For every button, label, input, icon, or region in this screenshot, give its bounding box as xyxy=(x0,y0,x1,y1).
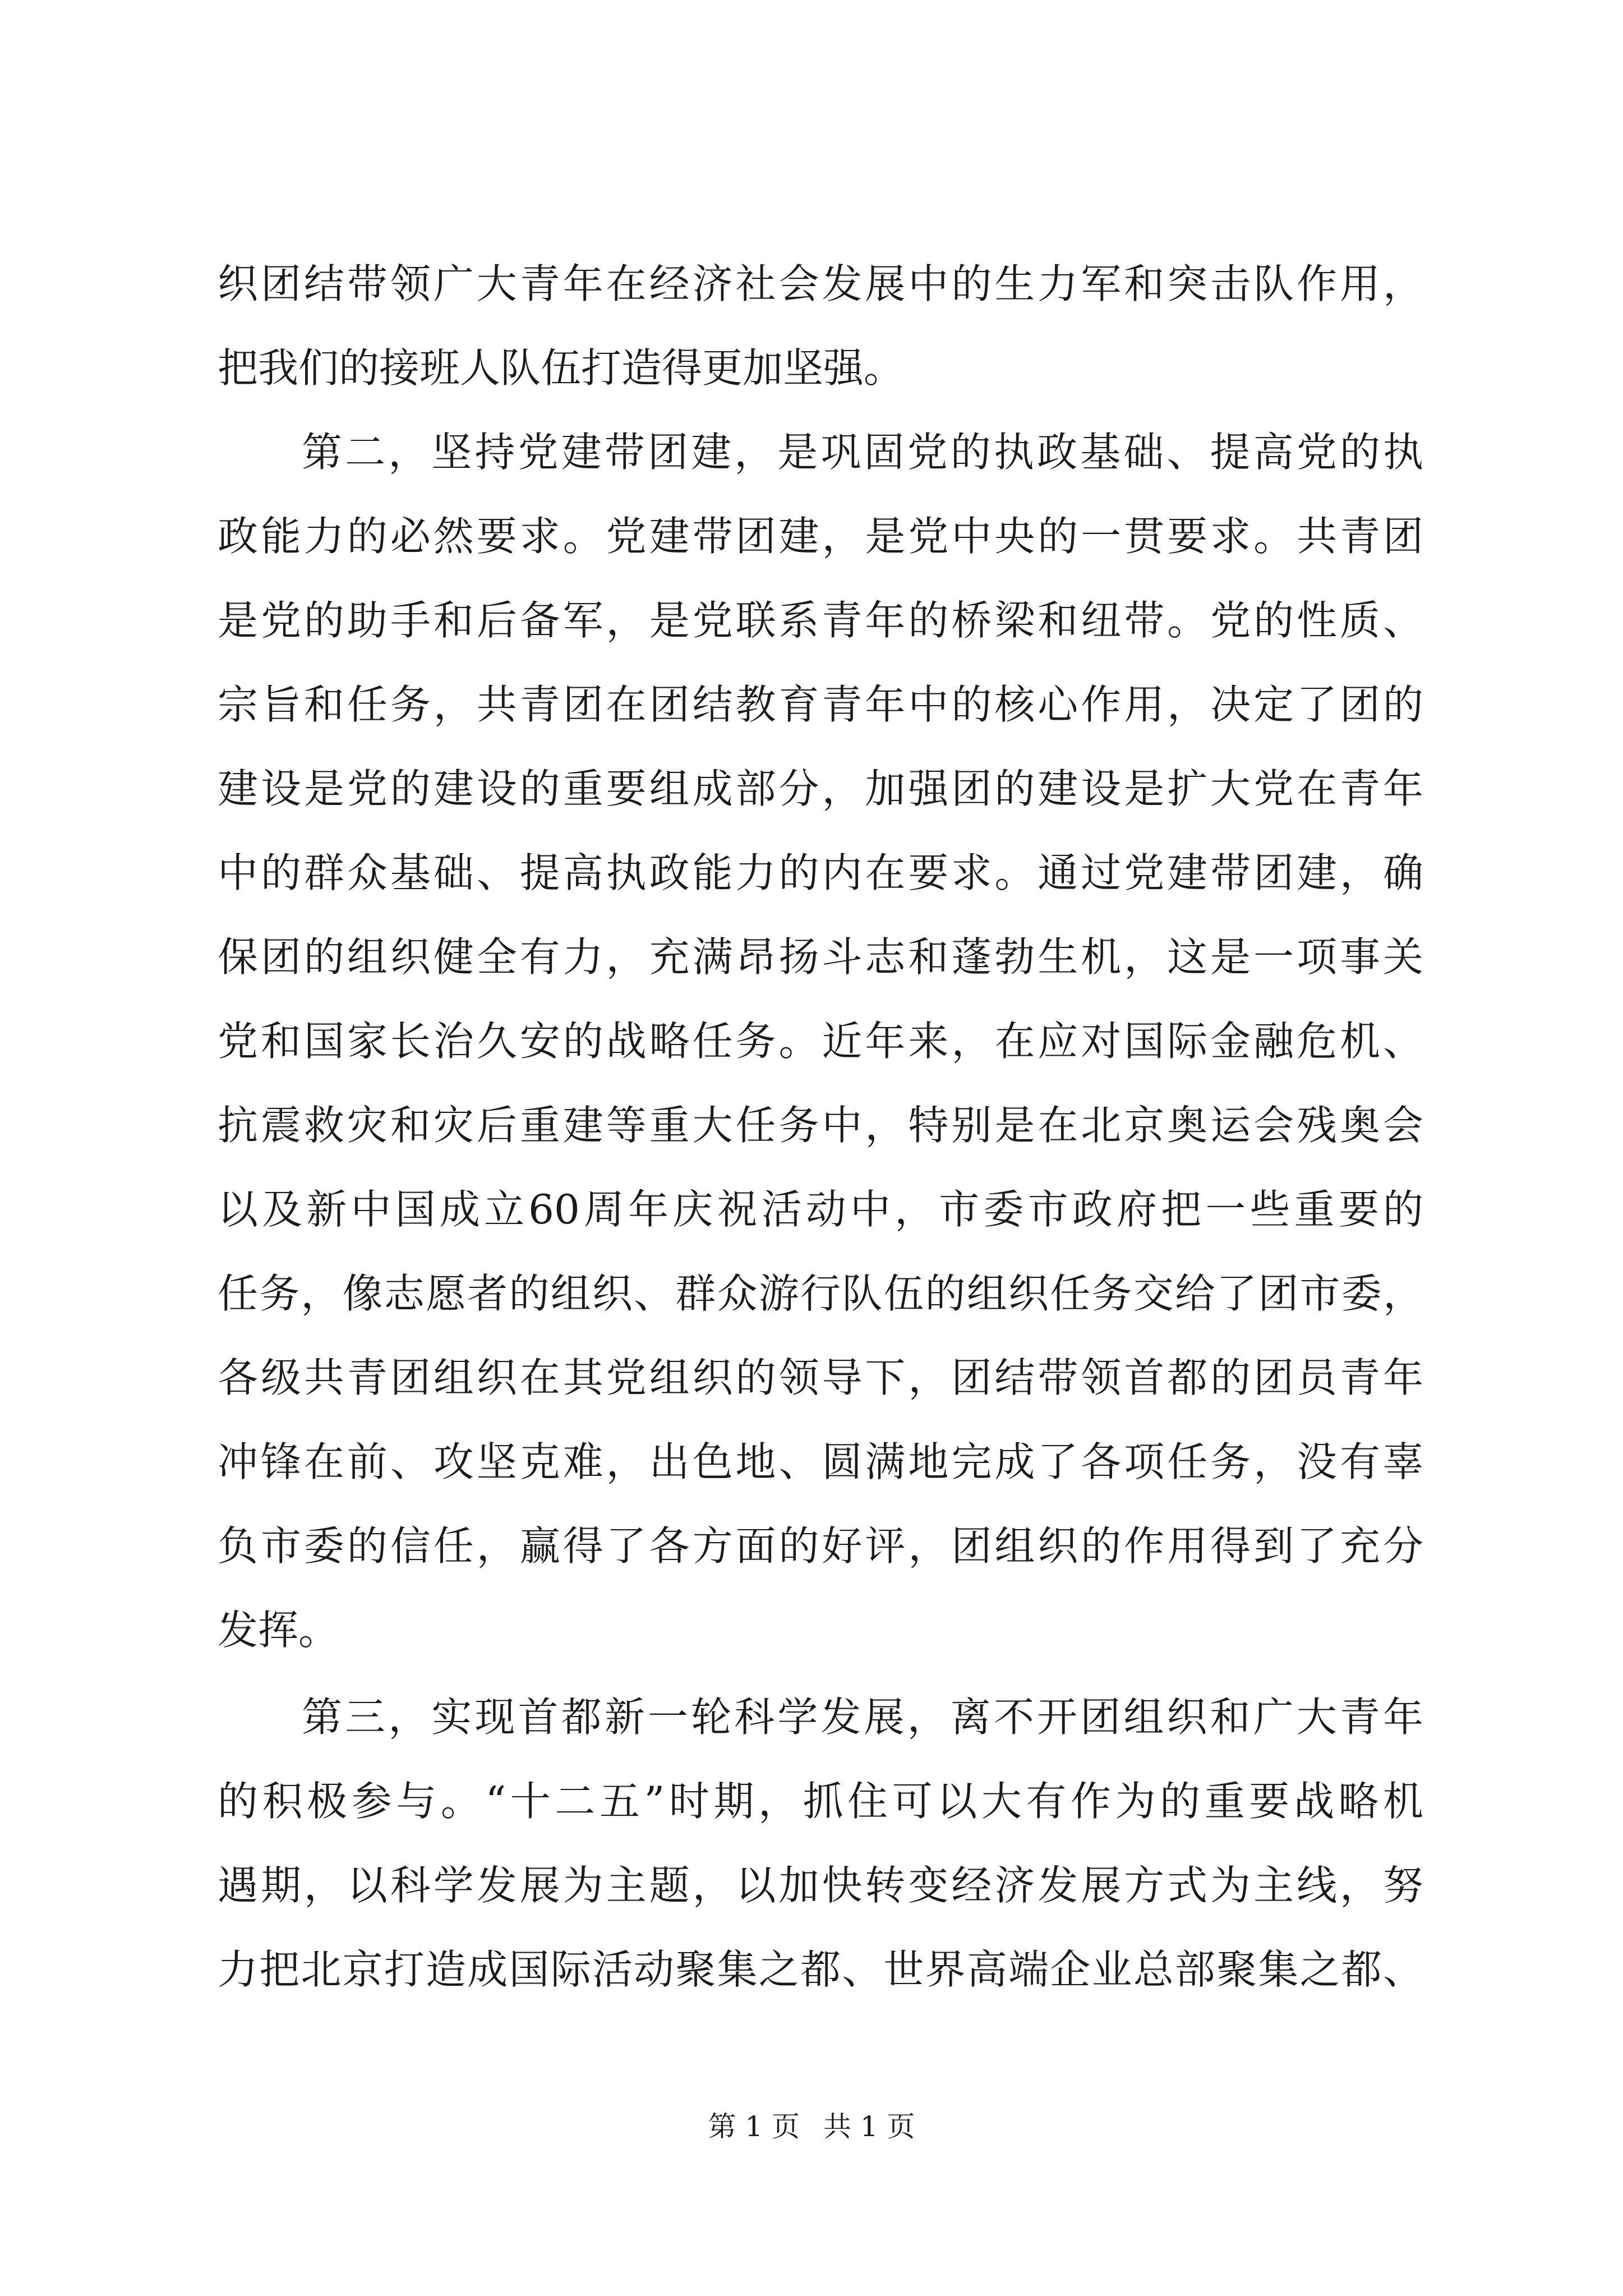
page-total: 共 1 页 xyxy=(823,2110,915,2143)
page-footer xyxy=(0,2107,1623,2146)
paragraph-start-line: 第三，实现首都新一轮科学发展，离不开团组织和广大青年 xyxy=(302,1694,1423,1741)
text-line: 遇期，以科学发展为主题，以加快转变经济发展方式为主线，努 xyxy=(218,1862,1423,1909)
page-number: 第 1 页 xyxy=(708,2110,800,2143)
text-line: 负市委的信任，赢得了各方面的好评，团组织的作用得到了充分 xyxy=(218,1522,1423,1570)
text-line: 把我们的接班人队伍打造得更加坚强。 xyxy=(218,344,905,392)
text-line: 任务，像志愿者的组织、群众游行队伍的组织任务交给了团市委， xyxy=(218,1270,1423,1317)
text-line: 织团结带领广大青年在经济社会发展中的生力军和突击队作用， xyxy=(218,260,1423,307)
text-line: 以及新中国成立60周年庆祝活动中，市委市政府把一些重要的 xyxy=(218,1186,1423,1233)
text-line: 冲锋在前、攻坚克难，出色地、圆满地完成了各项任务，没有辜 xyxy=(218,1438,1423,1485)
text-line: 各级共青团组织在其党组织的领导下，团结带领首都的团员青年 xyxy=(218,1354,1423,1401)
paragraph-start-line: 第二，坚持党建带团建，是巩固党的执政基础、提高党的执 xyxy=(302,429,1423,476)
text-line: 保团的组织健全有力，充满昂扬斗志和蓬勃生机，这是一项事关 xyxy=(218,933,1423,981)
text-line: 的积极参与。“十二五”时期，抓住可以大有作为的重要战略机 xyxy=(218,1778,1423,1825)
text-line: 中的群众基础、提高执政能力的内在要求。通过党建带团建，确 xyxy=(218,849,1423,896)
text-line: 力把北京打造成国际活动聚集之都、世界高端企业总部聚集之都、 xyxy=(218,1946,1423,1993)
text-line: 发挥。 xyxy=(218,1607,339,1654)
text-line: 政能力的必然要求。党建带团建，是党中央的一贯要求。共青团 xyxy=(218,513,1423,560)
text-line: 抗震救灾和灾后重建等重大任务中，特别是在北京奥运会残奥会 xyxy=(218,1102,1423,1149)
text-line: 建设是党的建设的重要组成部分，加强团的建设是扩大党在青年 xyxy=(218,765,1423,812)
text-line: 宗旨和任务，共青团在团结教育青年中的核心作用，决定了团的 xyxy=(218,681,1423,728)
text-line: 党和国家长治久安的战略任务。近年来，在应对国际金融危机、 xyxy=(218,1018,1423,1065)
text-line: 是党的助手和后备军，是党联系青年的桥梁和纽带。党的性质、 xyxy=(218,597,1423,644)
